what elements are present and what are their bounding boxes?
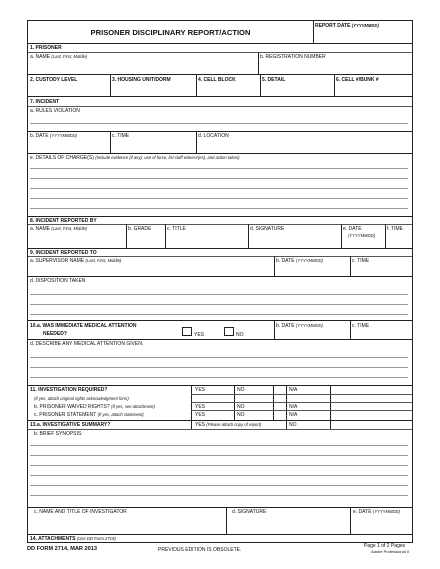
prisoner-name-label: a. NAME (Last, First, Middle) [30, 54, 88, 60]
incident-location-label: d. LOCATION [198, 133, 229, 139]
waived-yes[interactable]: YES [195, 404, 206, 410]
details-of-charges-label: e. DETAILS OF CHARGE(S) (Include evidence (if any), use of force, list staff witness(es), and action taken) [30, 155, 240, 161]
section-8-heading: 8. INCIDENT REPORTED BY [30, 218, 97, 224]
registration-number-field[interactable] [260, 60, 410, 72]
incident-time-label: c. TIME [112, 133, 130, 139]
section-7-heading: 7. INCIDENT [30, 99, 60, 105]
rule [28, 276, 412, 277]
report-date-label: REPORT DATE (YYYYMMDD) [315, 23, 379, 29]
detail-label: 5. DETAIL [262, 77, 286, 83]
cell-block-label: 4. CELL BLOCK [198, 77, 236, 83]
medical-describe-label: d. DESCRIBE ANY MEDICAL ATTENTION GIVEN: [30, 341, 144, 347]
rule [28, 420, 412, 421]
waived-no[interactable]: NO [237, 404, 245, 410]
reporter-signature-label: d. SIGNATURE [250, 226, 285, 232]
reporter-grade-label: b. GRADE [128, 226, 152, 232]
rule [28, 74, 412, 75]
registration-number-label: b. REGISTRATION NUMBER [260, 54, 326, 60]
rule [28, 216, 412, 217]
reporter-fields[interactable] [30, 232, 408, 246]
rule [191, 394, 412, 395]
rule [28, 43, 412, 44]
rule [191, 402, 412, 403]
supervisor-time-label: c. TIME [352, 258, 370, 264]
rule [28, 153, 412, 154]
investigator-name-label: c. NAME AND TITLE OF INVESTIGATOR [34, 509, 127, 515]
supervisor-name-label: a. SUPERVISOR NAME (Last, First, Middle) [30, 258, 122, 264]
divider [274, 320, 275, 339]
brief-synopsis-field[interactable] [30, 437, 408, 505]
medical-question-line2: NEEDED? [43, 331, 67, 337]
attachments-label: 14. ATTACHMENTS (Use DD Form 2719) [30, 536, 116, 542]
supervisor-fields[interactable] [30, 264, 408, 275]
rule [28, 429, 412, 430]
divider [191, 420, 192, 429]
rule [28, 339, 412, 340]
rule [28, 534, 412, 535]
rule [28, 256, 412, 257]
medical-describe-field[interactable] [30, 348, 408, 382]
medical-no-checkbox[interactable] [224, 327, 234, 336]
page-count: Page 1 of 2 Pages [364, 543, 406, 549]
adobe-version: Adobe Professional X [371, 549, 410, 554]
rule [28, 507, 412, 508]
disciplinary-form [27, 20, 413, 543]
statement-na[interactable]: N/A [289, 412, 298, 418]
form-title: PRISONER DISCIPLINARY REPORT/ACTION [90, 28, 251, 37]
brief-synopsis-label: b. BRIEF SYNOPSIS: [34, 431, 83, 437]
rules-violation-label: a. RULES VIOLATION [30, 108, 80, 114]
section-1-heading: 1. PRISONER [30, 45, 62, 51]
investigation-rights-note: (If yes, attach original rights acknowledgment form) [34, 396, 129, 401]
investigation-no[interactable]: NO [237, 387, 245, 393]
prisoner-statement-label: c. PRISONER STATEMENT (If yes, attach statement) [34, 412, 144, 418]
custody-level-label: 2. CUSTODY LEVEL [30, 77, 78, 83]
housing-unit-label: 3. HOUSING UNIT/DORM [112, 77, 171, 83]
supervisor-date-label: b. DATE (YYYYMMDD) [276, 258, 323, 264]
details-of-charges-field[interactable] [30, 161, 408, 213]
medical-no-label: NO [236, 332, 244, 338]
divider [330, 420, 331, 429]
medical-time-label: c. TIME [352, 323, 370, 329]
incident-date-time-location-fields[interactable] [30, 139, 408, 151]
form-number: DD FORM 2714, MAR 2013 [27, 546, 97, 552]
divider [350, 320, 351, 339]
investigator-fields[interactable] [30, 516, 408, 532]
section-9-heading: 9. INCIDENT REPORTED TO [30, 250, 97, 256]
summary-no-option[interactable]: NO [289, 422, 297, 428]
medical-yes-checkbox[interactable] [182, 327, 192, 336]
disposition-field[interactable] [30, 285, 408, 318]
statement-no[interactable]: NO [237, 412, 245, 418]
rule [28, 385, 412, 386]
disposition-label: d. DISPOSITION TAKEN [30, 278, 86, 284]
reporter-name-label: a. NAME (Last, First, Middle) [30, 226, 88, 232]
divider [286, 420, 287, 429]
investigation-required-label: 11. INVESTIGATION REQUIRED? [30, 387, 108, 393]
investigation-na[interactable]: N/A [289, 387, 298, 393]
rule [191, 410, 412, 411]
rule [28, 248, 412, 249]
medical-date-label: b. DATE (YYYYMMDD) [276, 323, 323, 329]
waived-na[interactable]: N/A [289, 404, 298, 410]
investigation-yes[interactable]: YES [195, 387, 206, 393]
reporter-title-label: c. TITLE [167, 226, 186, 232]
rule [28, 131, 412, 132]
prisoner-name-field[interactable] [30, 60, 256, 72]
edition-note: PREVIOUS EDITION IS OBSOLETE. [158, 547, 242, 553]
rule [28, 106, 412, 107]
divider [313, 21, 314, 43]
medical-question-line1: 10.a. WAS IMMEDIATE MEDICAL ATTENTION [30, 323, 137, 329]
reporter-time-label: f. TIME [387, 226, 404, 232]
reporter-date-format: (YYYYMMDD) [348, 233, 375, 238]
custody-row-fields[interactable] [30, 84, 408, 95]
reporter-date-label: e. DATE [343, 226, 362, 232]
investigative-summary-label: 13.a. INVESTIGATIVE SUMMARY? [30, 422, 111, 428]
rule [28, 96, 412, 97]
investigator-signature-label: d. SIGNATURE [232, 509, 267, 515]
medical-yes-label: YES [194, 332, 205, 338]
rule [28, 320, 412, 321]
report-date-field[interactable] [318, 30, 410, 41]
statement-yes[interactable]: YES [195, 412, 206, 418]
summary-yes-option[interactable]: YES (Please attach copy of report) [195, 422, 262, 428]
rule [28, 52, 412, 53]
cell-bunk-label: 6. CELL #/BUNK # [336, 77, 379, 83]
rule [28, 224, 412, 225]
waived-rights-label: b. PRISONER WAIVED RIGHTS? (If yes, see attachment) [34, 404, 155, 410]
divider [258, 52, 259, 74]
blank-line [30, 123, 408, 124]
incident-date-label: b. DATE (YYYYMMDD) [30, 133, 77, 139]
investigator-date-label: e. DATE (YYYYMMDD) [353, 509, 400, 515]
